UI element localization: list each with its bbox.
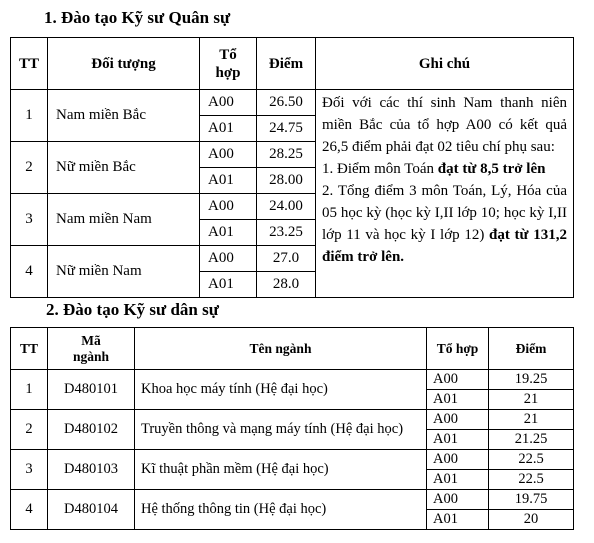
header-code — [48, 328, 135, 370]
header-combo: Tổ hợp — [427, 328, 489, 370]
row-score: 22.5 — [489, 470, 574, 490]
row-tt: 4 — [11, 246, 48, 298]
table-row — [11, 370, 574, 390]
section2-heading: 2. Đào tạo Kỹ sư dân sự — [46, 300, 219, 319]
row-combo: A01 — [427, 470, 489, 490]
row-major-name: Khoa học máy tính (Hệ đại học) — [135, 370, 427, 410]
row-major-code: D480104 — [48, 490, 135, 530]
header-object: Đối tượng — [48, 38, 200, 90]
row-major-name: Kĩ thuật phần mềm (Hệ đại học) — [135, 450, 427, 490]
row-combo: A00 — [200, 194, 257, 220]
header-combo — [200, 38, 257, 90]
header-tt: TT — [11, 38, 48, 90]
row-score: 27.0 — [257, 246, 316, 272]
header-combo-line1: Tổ — [219, 46, 237, 63]
row-tt: 1 — [11, 90, 48, 142]
row-combo: A01 — [200, 220, 257, 246]
header-score: Điểm — [489, 328, 574, 370]
header-score: Điểm — [257, 38, 316, 90]
row-major-name: Hệ thống thông tin (Hệ đại học) — [135, 490, 427, 530]
row-major-code: D480101 — [48, 370, 135, 410]
table-row — [11, 90, 574, 116]
note-p2-text: 1. Điểm môn Toán — [322, 161, 438, 177]
row-combo: A01 — [427, 430, 489, 450]
row-combo: A01 — [200, 272, 257, 298]
section1-heading: 1. Đào tạo Kỹ sư Quân sự — [44, 8, 231, 27]
row-score: 26.50 — [257, 90, 316, 116]
row-combo: A00 — [200, 142, 257, 168]
header-note: Ghi chú — [316, 38, 574, 90]
row-combo: A01 — [200, 168, 257, 194]
table-row — [11, 490, 574, 510]
row-combo: A00 — [427, 410, 489, 430]
row-score: 19.75 — [489, 490, 574, 510]
row-tt: 3 — [11, 194, 48, 246]
table-header-row — [11, 328, 574, 370]
row-tt: 3 — [11, 450, 48, 490]
row-combo: A01 — [427, 510, 489, 530]
note-cell — [316, 90, 574, 298]
row-score: 28.0 — [257, 272, 316, 298]
row-object: Nữ miền Nam — [48, 246, 200, 298]
row-tt: 2 — [11, 410, 48, 450]
note-p1: Đối với các thí sinh Nam thanh niên miền Bắc của tổ hợp A00 có kết quả 26,5 điểm phải đạt 02 tiêu chí phụ sau: — [322, 95, 567, 155]
note-p3-text: 2. Tổng điểm 3 môn Toán, Lý, Hóa của 05 học kỳ (học kỳ I,II lớp 10; học kỳ I,II lớp 11 và học kỳ I lớp 12) — [322, 183, 567, 243]
row-object: Nam miền Bắc — [48, 90, 200, 142]
row-object: Nam miền Nam — [48, 194, 200, 246]
header-code-line1: Mã — [81, 332, 101, 348]
row-score: 21 — [489, 410, 574, 430]
row-major-name: Truyền thông và mạng máy tính (Hệ đại học) — [135, 410, 427, 450]
header-code-line2: ngành — [72, 348, 110, 364]
row-object: Nữ miền Bắc — [48, 142, 200, 194]
row-tt: 1 — [11, 370, 48, 410]
row-score: 24.75 — [257, 116, 316, 142]
row-score: 28.00 — [257, 168, 316, 194]
row-tt: 4 — [11, 490, 48, 530]
row-score: 28.25 — [257, 142, 316, 168]
row-score: 22.5 — [489, 450, 574, 470]
header-name: Tên ngành — [135, 328, 427, 370]
row-combo: A00 — [427, 490, 489, 510]
row-score: 20 — [489, 510, 574, 530]
row-tt: 2 — [11, 142, 48, 194]
header-tt: TT — [11, 328, 48, 370]
note-p3-bold: đạt từ 131,2 điểm trở lên. — [322, 227, 567, 265]
row-combo: A00 — [200, 246, 257, 272]
row-combo: A00 — [200, 90, 257, 116]
row-major-code: D480102 — [48, 410, 135, 450]
table-row — [11, 410, 574, 430]
table-header-row — [11, 38, 574, 90]
row-combo: A00 — [427, 370, 489, 390]
row-score: 23.25 — [257, 220, 316, 246]
header-combo-line2: hợp — [215, 64, 241, 81]
civil-engineer-table — [10, 327, 574, 530]
row-score: 21 — [489, 390, 574, 410]
row-score: 21.25 — [489, 430, 574, 450]
row-major-code: D480103 — [48, 450, 135, 490]
table-row — [11, 450, 574, 470]
row-score: 19.25 — [489, 370, 574, 390]
row-score: 24.00 — [257, 194, 316, 220]
note-p2-bold: đạt từ 8,5 trở lên — [437, 161, 546, 177]
row-combo: A01 — [200, 116, 257, 142]
row-combo: A00 — [427, 450, 489, 470]
row-combo: A01 — [427, 390, 489, 410]
military-engineer-table — [10, 37, 574, 298]
